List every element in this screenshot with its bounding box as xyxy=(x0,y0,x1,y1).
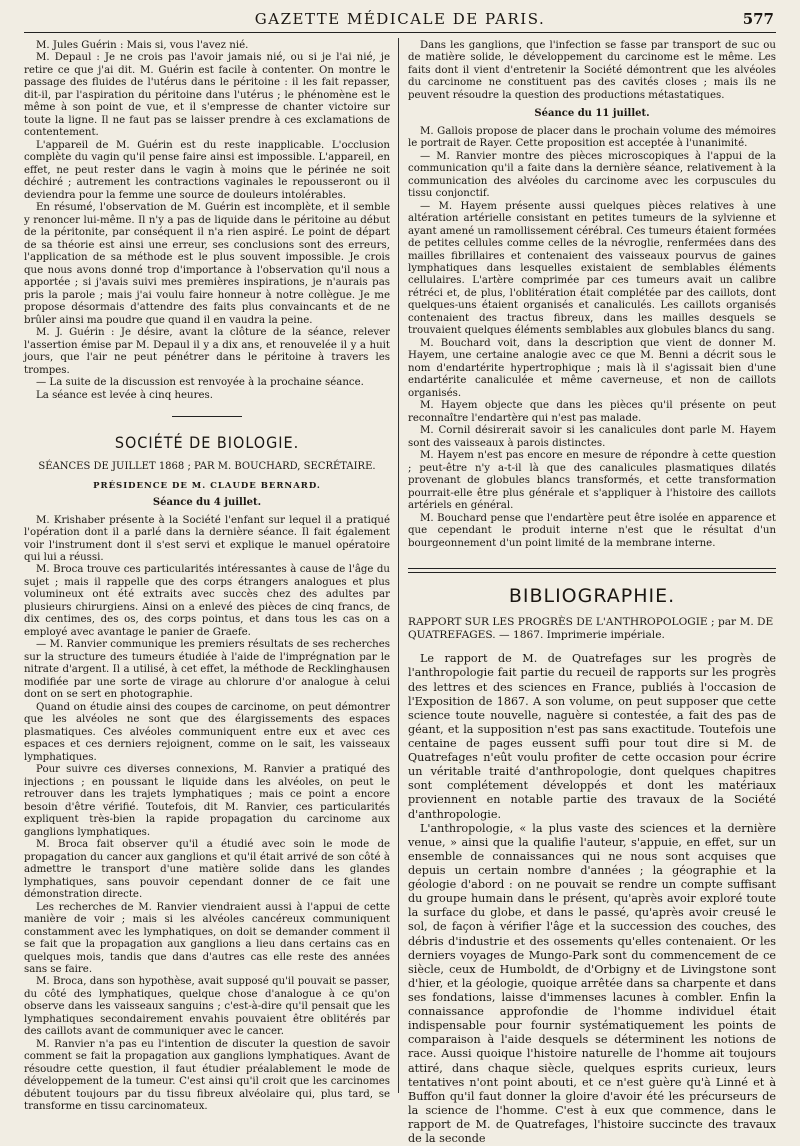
double-rule xyxy=(408,568,776,573)
paragraph: M. Bouchard voit, dans la description que vient de donner M. Hayem, une certaine analogie avec ce que M. Benni a décrit sous le nom d'endartérite hypertrophique ; mais là il s'agissait bien d'une endartérite canaliculée et même caverneuse, et non de caillots organisés. xyxy=(408,337,776,399)
paragraph: M. Krishaber présente à la Société l'enfant sur lequel il a pratiqué l'opération dont il a parlé dans la dernière séance. Il fait également voir l'instrument dont il s'est servi et explique le manuel opératoire qui lui a réussi. xyxy=(24,514,390,563)
paragraph: M. Broca fait observer qu'il a étudié avec soin le mode de propagation du cancer aux ganglions et qu'il était arrivé de son côté à admettre le transport d'une matière solide dans les glandes lymphatiques, sans pouvoir cependant donner de ce fait une démonstration directe. xyxy=(24,839,390,901)
paragraph: L'appareil de M. Guérin est du reste inapplicable. L'occlusion complète du vagin qu'il pense faire ainsi est impossible. L'appareil, en effet, ne peut rester dans le vagin à moins que le périnée ne soit déchiré ; autrement les contractions vaginales le repousseront ou il deviendra pour la femme une source de douleurs intolérables. xyxy=(24,139,390,201)
paragraph: M. Jules Guérin : Mais si, vous l'avez nié. xyxy=(36,40,249,51)
book-reference: RAPPORT SUR LES PROGRÈS DE L'ANTHROPOLOGIE ; par M. DE QUATREFAGES. — 1867. Imprimerie impériale. xyxy=(408,616,774,642)
journal-title: GAZETTE MÉDICALE DE PARIS. xyxy=(254,10,546,28)
session-date: Séance du 4 juillet. xyxy=(152,497,262,509)
paragraph: — M. Ranvier montre des pièces microscopiques à l'appui de la communication qu'il a faite dans la dernière séance, relativement à la communication des alvéoles du carcinome avec les corpuscules du tissu conjonctif. xyxy=(408,150,776,200)
paragraph: M. Cornil désirerait savoir si les canalicules dont parle M. Hayem sont des vaisseaux à parois distinctes. xyxy=(408,425,776,449)
paragraph: Les recherches de M. Ranvier viendraient aussi à l'appui de cette manière de voir ; mais si les alvéoles cancéreux communiquent constamment avec les lymphatiques, on doit se demander comment il se fait que la propagation aux ganglions a lieu dans certains cas en quelques mois, tandis que dans d'autres cas elle reste des années sans se faire. xyxy=(24,901,390,975)
paragraph: Le rapport de M. de Quatrefages sur les progrès de l'anthropologie fait partie du recueil de rapports sur les progrès des lettres et des sciences en France, publiés à l'occasion de l'Exposition de 1867. A son volume, on peut supposer que cette science toute nouvelle, naguère si contestée, a fait des pas de géant, et la supposition n'est pas sans exactitude. Toutefois une centaine de pages eussent suffi pour tout dire si M. de Quatrefages n'eût voulu profiter de cette occasion pour écrire un véritable traité d'anthropologie, dont quelques chapitres sont complétement développés et dont les matériaux proviennent en notable partie des travaux de la Société d'anthropologie. xyxy=(408,652,776,821)
column-divider xyxy=(398,38,399,1093)
paragraph: Quand on étudie ainsi des coupes de carcinome, on peut démontrer que les alvéoles ne sont que des élargissements des espaces plasmatiques. Ces alvéoles communiquent entre eux et avec ces espaces et ces derniers rejoignent, comme on le sait, les vaisseaux lymphatiques. xyxy=(24,701,390,763)
paragraph: Dans les ganglions, que l'infection se fasse par transport de suc ou de matière solide, le développement du carcinome est le même. Les faits dont il vient d'entretenir la Société démontrent que les alvéoles du carcinome ne constituent pas des cavités closes ; mais ils ne peuvent résoudre la question des productions métastatiques. xyxy=(408,40,776,101)
paragraph: M. Hayem n'est pas encore en mesure de répondre à cette question ; peut-être n'y a-t-il là que des canalicules plasmatiques dilatés provenant de globules blancs transformés, et cette transformation pourrait-elle être plus générale et s'appliquer à l'histoire des caillots artériels en général. xyxy=(408,450,776,512)
bibliography-title: BIBLIOGRAPHIE. xyxy=(508,585,676,608)
paragraph: M. Ranvier n'a pas eu l'intention de discuter la question de savoir comment se fait la propagation aux ganglions lymphatiques. Avant de résoudre cette question, il faut étudier préalablement le mode de développement de la tumeur. C'est ainsi qu'il croit que les carcinomes débutent toujours par du tissu fibreux alvéolaire qui, plus tard, se transforme en tissu carcinomateux. xyxy=(24,1038,390,1113)
paragraph: — La suite de la discussion est renvoyée à la prochaine séance. xyxy=(36,377,364,389)
presidence-line: PRÉSIDENCE DE M. CLAUDE BERNARD. xyxy=(93,480,321,491)
paragraph: Pour suivre ces diverses connexions, M. Ranvier a pratiqué des injections ; en poussant le liquide dans les alvéoles, on peut le retrouver dans les trajets lymphatiques ; mais ce point a encore besoin d'être vérifié. Toutefois, dit M. Ranvier, ces particularités expliquent très-bien la rapide propagation du carcinome aux ganglions lymphatiques. xyxy=(24,764,390,838)
paragraph: En résumé, l'observation de M. Guérin est incomplète, et il semble y renoncer lui-même. Il n'y a pas de liquide dans le péritoine au début de la péritonite, par conséquent il n'a rien aspiré. Le point de départ de sa théorie est ainsi une erreur, ses conclusions sont des erreurs, l'application de sa méthode est le plus souvent impossible. Je crois que nous avons donné trop d'importance à l'observation qu'il nous a apportée ; si j'avais suivi mes premières inspirations, je n'aurais pas pris la parole ; mais j'ai voulu faire honneur à notre collègue. Je me propose désormais d'attendre des faits plus convaincants et de ne brûler ainsi ma poudre que quand il en vaudra la peine. xyxy=(24,202,390,326)
left-column xyxy=(24,40,390,1114)
page-number: 577 xyxy=(742,10,774,28)
paragraph: — M. Hayem présente aussi quelques pièces relatives à une altération artérielle consistant en petites tumeurs de la sylvienne et ayant amené un ramollissement cérébral. Ces tumeurs étaient formées de petites cellules comme celles de la névroglie, renfermées dans des mailles fibrillaires et contenaient des vaisseaux pourvus de gaines lymphatiques dans lesquelles existaient de semblables éléments cellulaires. L'artère comprimée par ces tumeurs avait un calibre rétréci et, de plus, l'oblitération était complétée par des caillots, dont quelques-uns étaient organisés et canaliculés. Les caillots organisés contenaient des tractus fibreux, dans les mailles desquels se trouvaient quelques éléments semblables aux globules blancs du sang. xyxy=(408,200,776,337)
paragraph: — M. Ranvier communique les premiers résultats de ses recherches sur la structure des tumeurs étudiée à l'aide de l'imprégnation par le nitrate d'argent. Il a utilisé, à cet effet, la méthode de Recklinghausen modifiée par une sorte de virage au chlorure d'or analogue à celui dont on se sert en photographie. xyxy=(24,639,390,701)
paragraph: M. Bouchard pense que l'endartère peut être isolée en apparence et que cependant le produit interne n'est que le résultat d'un bourgeonnement d'un point limité de la membrane interne. xyxy=(408,512,776,549)
paragraph: M. Hayem objecte que dans les pièces qu'il présente on peut reconnaître l'endartère qui n'est pas malade. xyxy=(408,400,776,424)
paragraph: M. Broca, dans son hypothèse, avait supposé qu'il pouvait se passer, du côté des lymphatiques, quelque chose d'analogue à ce qu'on observe dans les vaisseaux sanguins ; c'est-à-dire qu'il pensait que les lymphatiques secondairement envahis pouvaient être oblitérés par des caillots avant de communiquer avec le cancer. xyxy=(24,976,390,1038)
bibliography-body xyxy=(408,652,776,1146)
section-subtitle: SÉANCES DE JUILLET 1868 ; PAR M. BOUCHARD, SECRÉTAIRE. xyxy=(38,460,376,472)
paragraph: L'anthropologie, « la plus vaste des sciences et la dernière venue, » ainsi que la qualifie l'auteur, s'appuie, en effet, sur un ensemble de connaissances qui ne nous sont acquises que depuis un certain nombre d'années ; la géographie et la géologie d'abord : on ne pouvait se rendre un compte suffisant du groupe humain dans le présent, qu'après avoir exploré toute la surface du globe, et dans le passé, qu'après avoir creusé le sol, de façon à vérifier l'âge et la succession des couches, des débris d'industrie et des ossements qu'elles contenaient. Or les derniers voyages de Mungo-Park sont du commencement de ce siècle, ceux de Humboldt, de d'Orbigny et de Livingstone sont d'hier, et la géologie, quoique arrêtée dans sa charpente et dans ses fondations, laisse d'immenses lacunes à combler. Enfin la connaissance approfondie de l'homme individuel était indispensable pour fournir systématiquement les points de comparaison à l'aide desquels se déterminent les notions de race. Aussi quoique l'histoire naturelle de l'homme ait toujours attiré, dans chaque siècle, quelques esprits curieux, leurs tentatives n'ont point abouti, et ce n'est guère qu'à Linné et à Buffon qu'il faut donner la gloire d'avoir été les précurseurs de la science de l'homme. C'est à eux que commence, dans le rapport de M. de Quatrefages, l'histoire succincte des travaux de la seconde xyxy=(408,821,776,1146)
paragraph: La séance est levée à cinq heures. xyxy=(36,389,213,401)
paragraph: M. Gallois propose de placer dans le prochain volume des mémoires le portrait de Rayer. Cette proposition est acceptée à l'unanimité. xyxy=(408,125,776,150)
paragraph: M. Broca trouve ces particularités intéressantes à cause de l'âge du sujet ; mais il rappelle que des corps étrangers analogues et plus volumineux ont été extraits avec succès chez des adultes par plusieurs chirurgiens. Ainsi on a enlevé des pièces de cinq francs, de dix centimes, des os, des corps pointus, et dans tous les cas on a employé avec avantage le panier de Graefe. xyxy=(24,564,390,638)
paragraph: M. Depaul : Je ne crois pas l'avoir jamais nié, ou si je l'ai nié, je retire ce que j'ai dit. M. Guérin est facile à contenter. On montre le passage des fluides de l'utérus dans le péritoine : il les fait repasser, dit-il, par l'aspiration du péritoine dans l'utérus ; le phénomène est le même à son point de vue, et il s'empresse de chanter victoire sur toute la ligne. Il ne faut pas se laisser prendre à ces exclamations de contentement. xyxy=(24,52,390,139)
right-column xyxy=(408,40,776,1146)
section-title: SOCIÉTÉ DE BIOLOGIE. xyxy=(114,433,300,453)
session-date: Séance du 11 juillet. xyxy=(534,108,650,120)
separator-rule xyxy=(172,416,242,417)
page-header xyxy=(24,10,776,33)
paragraph: M. J. Guérin : Je désire, avant la clôture de la séance, relever l'assertion émise par M. Depaul il y a dix ans, et renouvelée il y a huit jours, que l'air ne peut pénétrer dans le péritoine à travers les trompes. xyxy=(24,327,390,376)
